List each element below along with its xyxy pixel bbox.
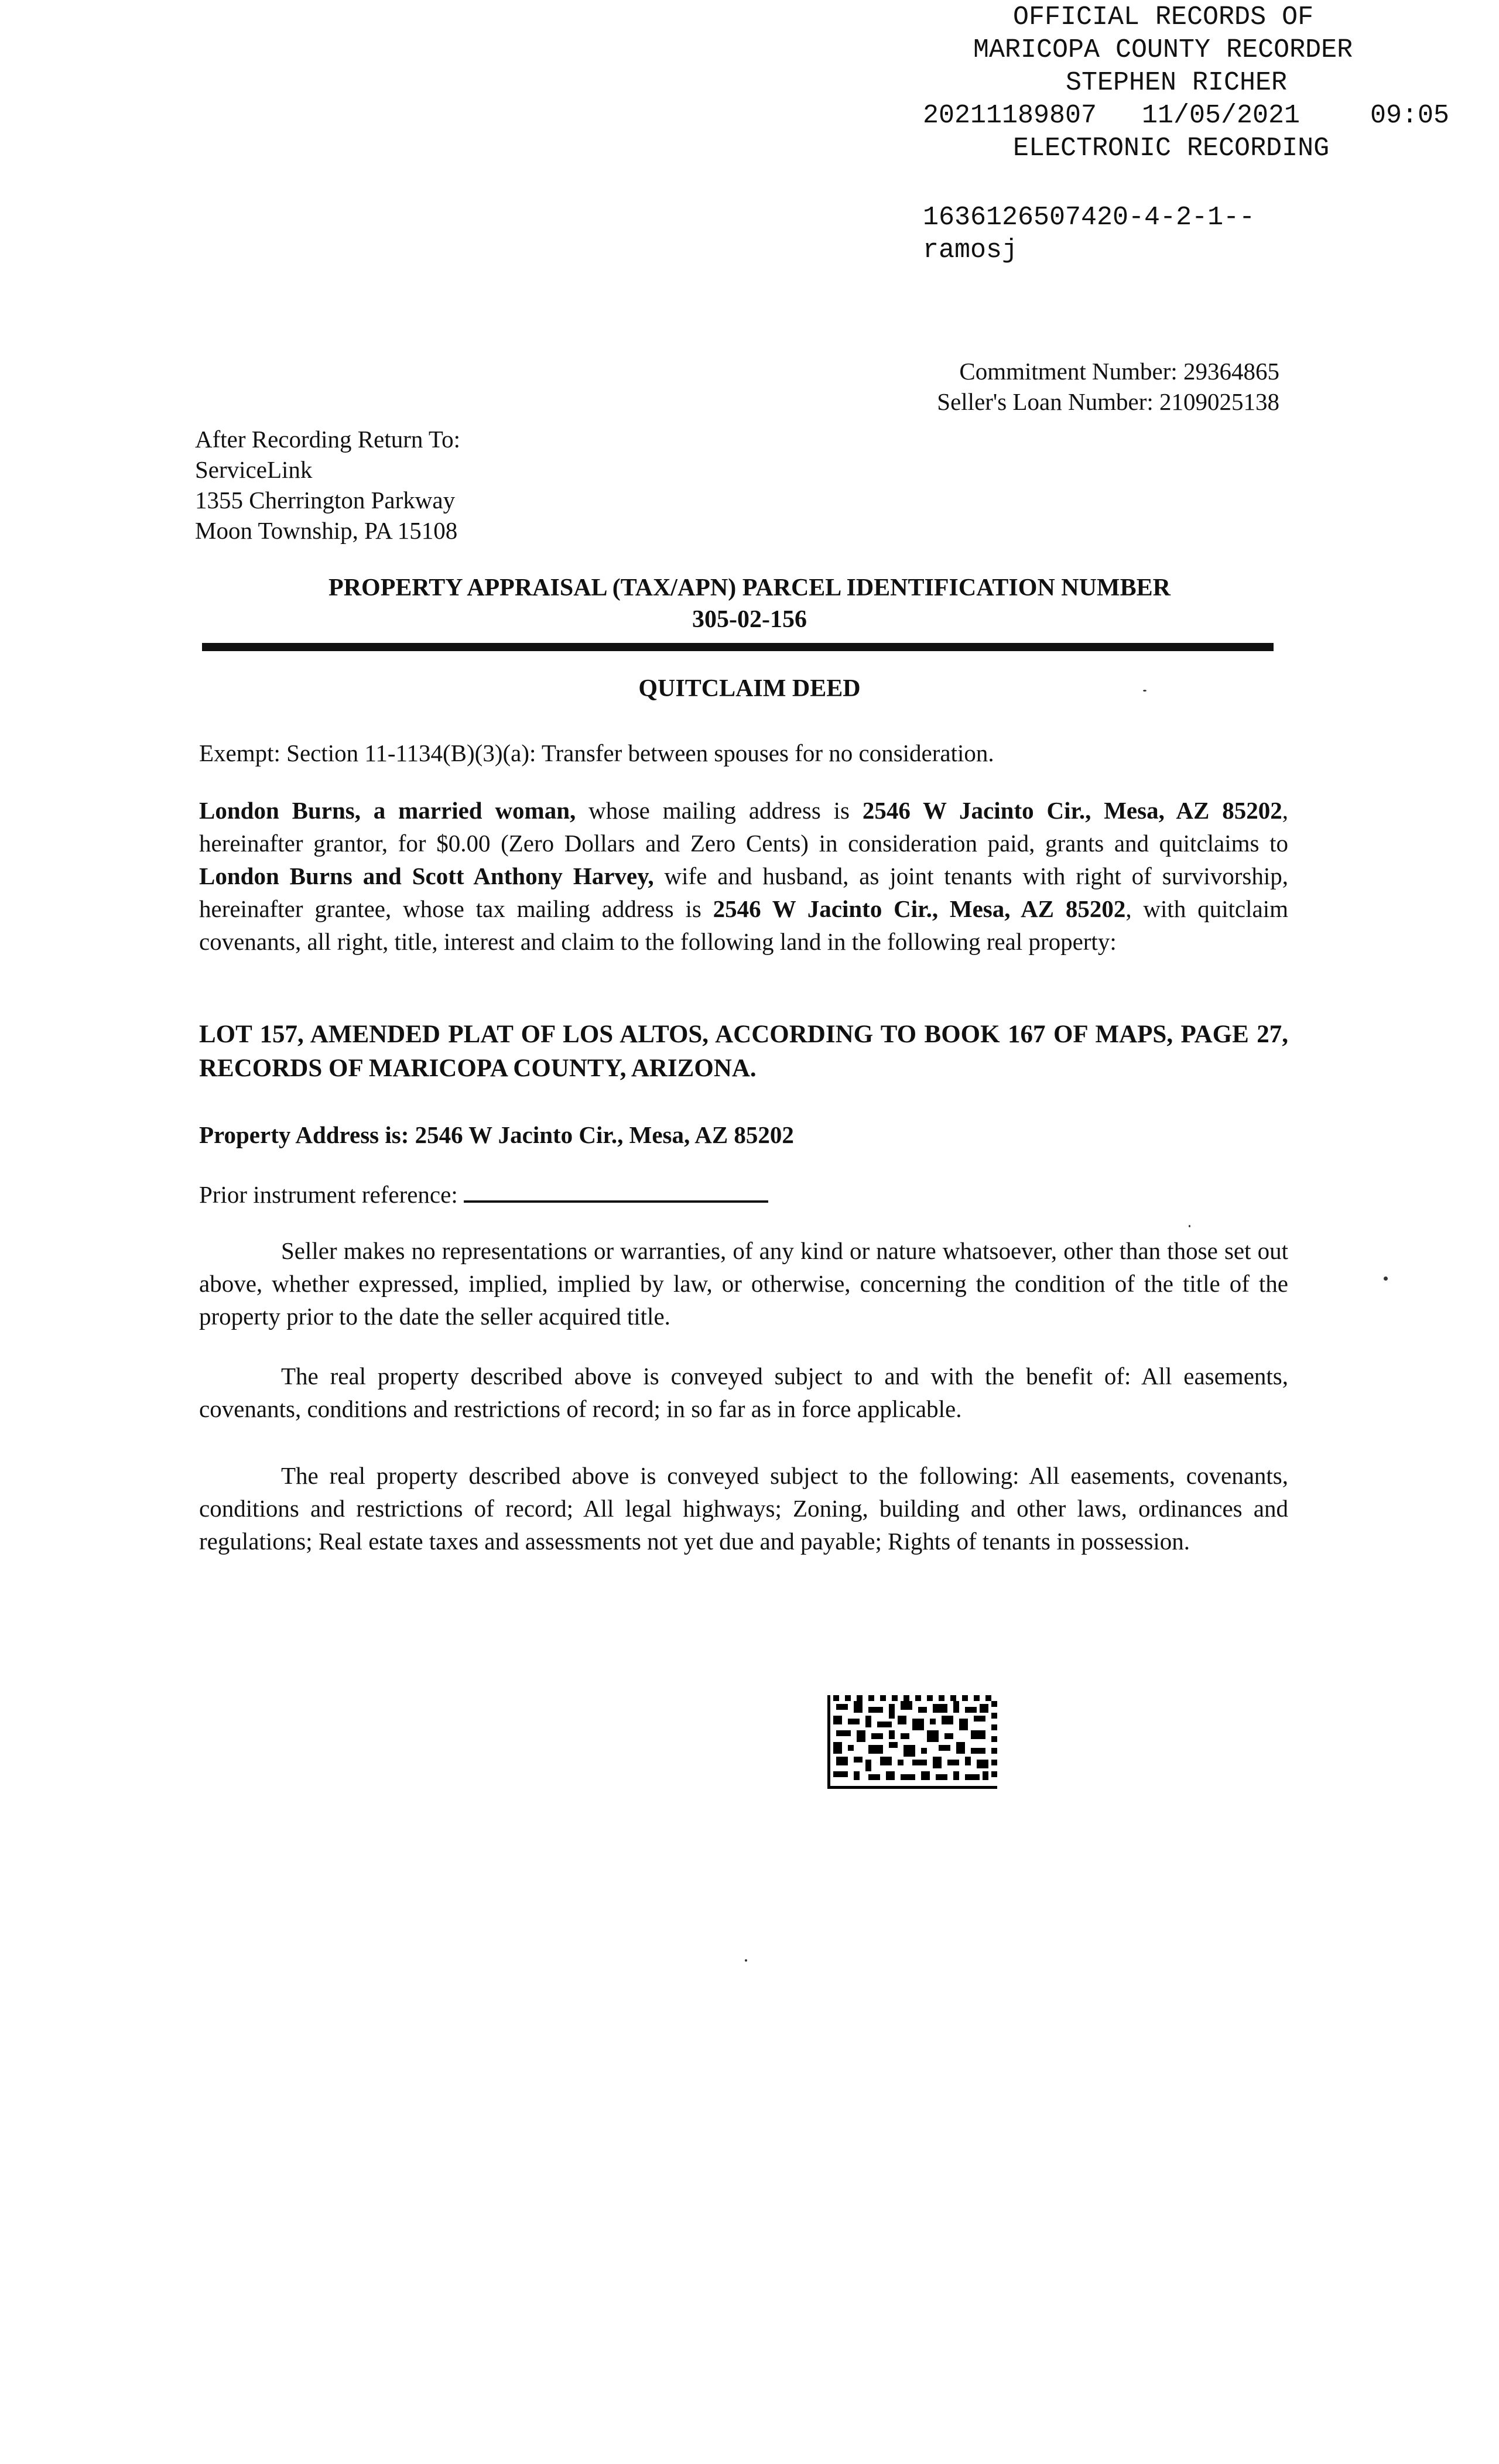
grant-paragraph bbox=[199, 794, 1288, 958]
grantor-name: London Burns, a married woman, bbox=[199, 797, 576, 824]
recorder-line-2: MARICOPA COUNTY RECORDER bbox=[973, 35, 1353, 65]
stamp-id: 1636126507420-4-2-1-- bbox=[923, 203, 1255, 232]
heavy-divider bbox=[202, 643, 1274, 651]
commitment-number: Commitment Number: 29364865 bbox=[959, 358, 1279, 385]
benefit-paragraph: The real property described above is conveyed subject to and with the benefit of: All easements, covenants, conditions and restrictions of record; in so far as in force applicable. bbox=[199, 1363, 1288, 1422]
prior-instrument bbox=[199, 1178, 1288, 1211]
grant-text-2: , hereinafter grantor, for $0.00 (Zero Dollars and Zero Cents) in consideration paid, grants and quitclaims to bbox=[199, 797, 1288, 857]
legal-description: LOT 157, AMENDED PLAT OF LOS ALTOS, ACCORDING TO BOOK 167 OF MAPS, PAGE 27, RECORDS OF MARICOPA COUNTY, ARIZONA. bbox=[199, 1021, 1288, 1082]
return-company: ServiceLink bbox=[195, 456, 313, 483]
grantor-address: 2546 W Jacinto Cir., Mesa, AZ 85202 bbox=[862, 797, 1282, 824]
property-address: Property Address is: 2546 W Jacinto Cir., Mesa, AZ 85202 bbox=[199, 1121, 794, 1148]
grant-text-4: , with quitclaim covenants, all right, title, interest and claim to the following land in the following real property: bbox=[199, 895, 1288, 955]
return-street: 1355 Cherrington Parkway bbox=[195, 487, 456, 514]
commitment-block bbox=[937, 356, 1279, 417]
deed-title: QUITCLAIM DEED bbox=[638, 675, 861, 702]
record-number: 20211189807 bbox=[923, 101, 1097, 131]
grantee-names: London Burns and Scott Anthony Harvey, bbox=[199, 863, 654, 889]
scan-speck bbox=[745, 1959, 747, 1962]
return-city: Moon Township, PA 15108 bbox=[195, 517, 458, 544]
grantee-address: 2546 W Jacinto Cir., Mesa, AZ 85202 bbox=[713, 895, 1126, 922]
recorder-line-3: STEPHEN RICHER bbox=[1066, 68, 1288, 98]
scan-speck bbox=[1384, 1277, 1388, 1281]
parcel-number: 305-02-156 bbox=[692, 606, 807, 633]
scan-speck bbox=[1143, 690, 1147, 692]
prior-instrument-blank-line bbox=[464, 1179, 768, 1203]
parcel-title: PROPERTY APPRAISAL (TAX/APN) PARCEL IDENTIFICATION NUMBER bbox=[328, 574, 1171, 601]
record-date: 11/05/2021 bbox=[1142, 101, 1300, 131]
stamp-user: ramosj bbox=[923, 235, 1018, 265]
datamatrix-barcode bbox=[827, 1695, 997, 1789]
warranty-paragraph: Seller makes no representations or warranties, of any kind or nature whatsoever, other than those set out above, whether expressed, implied, implied by law, or otherwise, concerning the condition of the title of the property prior to the date the seller acquired title. bbox=[199, 1237, 1288, 1330]
loan-number: Seller's Loan Number: 2109025138 bbox=[937, 388, 1279, 415]
recording-stamp bbox=[923, 201, 1255, 267]
exempt-statement: Exempt: Section 11-1134(B)(3)(a): Transfer between spouses for no consideration. bbox=[199, 740, 994, 766]
prior-instrument-label: Prior instrument reference: bbox=[199, 1181, 458, 1208]
grant-text-1: whose mailing address is bbox=[576, 797, 863, 824]
recorder-line-5: ELECTRONIC RECORDING bbox=[1013, 134, 1330, 163]
scan-speck bbox=[1189, 1225, 1190, 1227]
recorder-line-1: OFFICIAL RECORDS OF bbox=[1013, 2, 1314, 32]
record-time: 09:05 bbox=[1370, 101, 1450, 131]
grant-text-3: wife and husband, as joint tenants with right of survivorship, hereinafter grantee, whose tax mailing address is bbox=[199, 863, 1288, 922]
subject-paragraph: The real property described above is conveyed subject to the following: All easements, covenants, conditions and restrictions of record; All legal highways; Zoning, building and other laws, ordinances and regulations; Real estate taxes and assessments not yet due and payable; Rights of tenants in possession. bbox=[199, 1462, 1288, 1555]
return-label: After Recording Return To: bbox=[195, 426, 460, 453]
parcel-heading bbox=[0, 572, 1499, 635]
return-address-block bbox=[195, 424, 460, 546]
